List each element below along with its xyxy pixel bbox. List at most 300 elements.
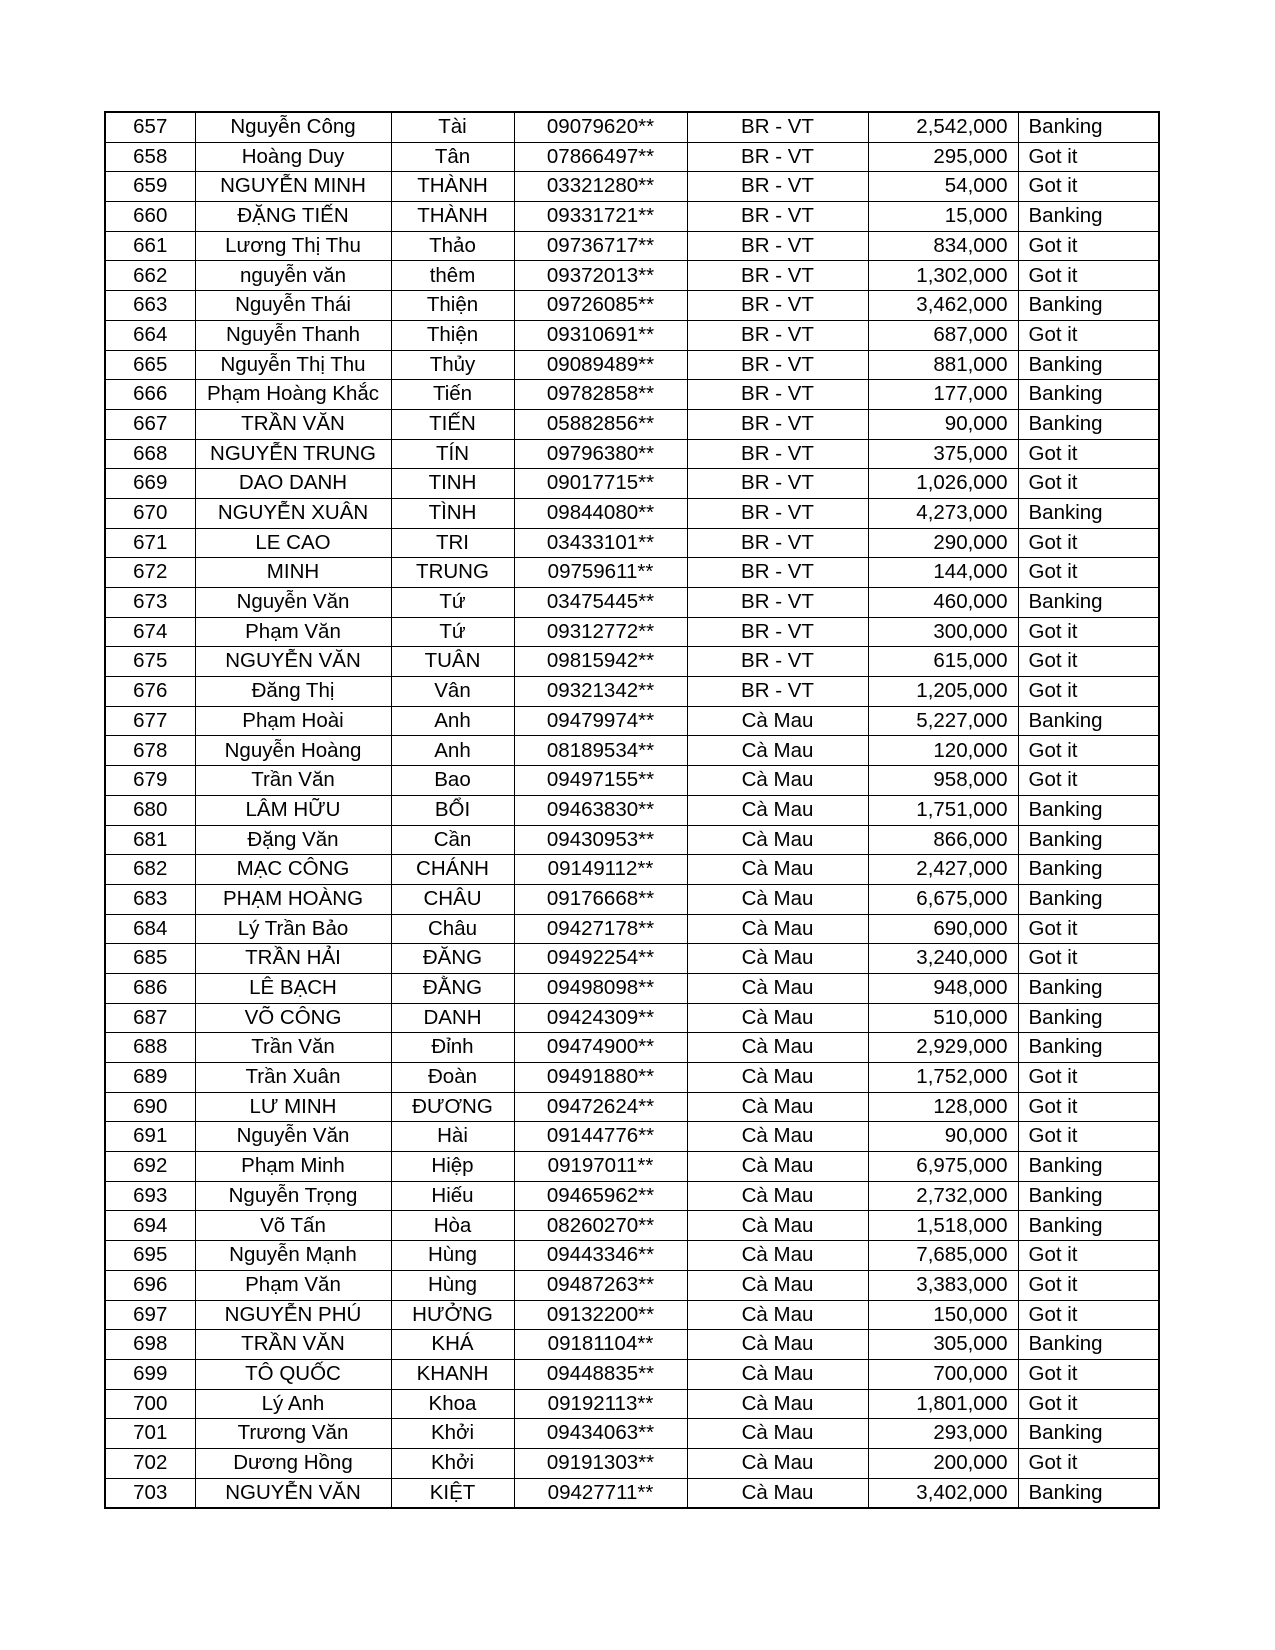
phone-cell: 08189534**	[514, 736, 687, 766]
last-name-cell: Trần Xuân	[195, 1063, 391, 1093]
province-cell: Cà Mau	[687, 1330, 868, 1360]
phone-cell: 09331721**	[514, 202, 687, 232]
row-number: 679	[105, 766, 195, 796]
first-name-cell: Thiện	[391, 320, 514, 350]
table-row	[105, 1389, 1159, 1419]
first-name-cell: TRUNG	[391, 558, 514, 588]
phone-cell: 09321342**	[514, 677, 687, 707]
amount-cell: 2,732,000	[868, 1181, 1018, 1211]
row-number: 701	[105, 1419, 195, 1449]
first-name-cell: Vân	[391, 677, 514, 707]
table-row	[105, 588, 1159, 618]
province-cell: Cà Mau	[687, 855, 868, 885]
phone-cell: 07866497**	[514, 142, 687, 172]
province-cell: Cà Mau	[687, 944, 868, 974]
method-cell: Got it	[1018, 142, 1159, 172]
method-cell: Got it	[1018, 677, 1159, 707]
method-cell: Got it	[1018, 1241, 1159, 1271]
table-row	[105, 320, 1159, 350]
phone-cell: 03475445**	[514, 588, 687, 618]
phone-cell: 09310691**	[514, 320, 687, 350]
phone-cell: 03433101**	[514, 528, 687, 558]
first-name-cell: BỔI	[391, 795, 514, 825]
row-number: 689	[105, 1063, 195, 1093]
table-row	[105, 1478, 1159, 1508]
first-name-cell: DANH	[391, 1003, 514, 1033]
method-cell: Banking	[1018, 1478, 1159, 1508]
amount-cell: 7,685,000	[868, 1241, 1018, 1271]
row-number: 663	[105, 291, 195, 321]
province-cell: BR - VT	[687, 558, 868, 588]
last-name-cell: Lương Thị Thu	[195, 231, 391, 261]
method-cell: Banking	[1018, 795, 1159, 825]
first-name-cell: TÌNH	[391, 498, 514, 528]
phone-cell: 09736717**	[514, 231, 687, 261]
last-name-cell: Nguyễn Văn	[195, 1122, 391, 1152]
province-cell: Cà Mau	[687, 1152, 868, 1182]
amount-cell: 3,383,000	[868, 1270, 1018, 1300]
first-name-cell: Thảo	[391, 231, 514, 261]
phone-cell: 09192113**	[514, 1389, 687, 1419]
first-name-cell: ĐẰNG	[391, 973, 514, 1003]
phone-cell: 09487263**	[514, 1270, 687, 1300]
amount-cell: 1,026,000	[868, 469, 1018, 499]
phone-cell: 09427178**	[514, 914, 687, 944]
last-name-cell: Nguyễn Mạnh	[195, 1241, 391, 1271]
first-name-cell: Khoa	[391, 1389, 514, 1419]
last-name-cell: PHẠM HOÀNG	[195, 884, 391, 914]
phone-cell: 09498098**	[514, 973, 687, 1003]
amount-cell: 305,000	[868, 1330, 1018, 1360]
table-row	[105, 1270, 1159, 1300]
last-name-cell: Nguyễn Hoàng	[195, 736, 391, 766]
amount-cell: 3,240,000	[868, 944, 1018, 974]
row-number: 693	[105, 1181, 195, 1211]
first-name-cell: Hòa	[391, 1211, 514, 1241]
phone-cell: 09472624**	[514, 1092, 687, 1122]
province-cell: BR - VT	[687, 261, 868, 291]
table-row	[105, 1181, 1159, 1211]
amount-cell: 290,000	[868, 528, 1018, 558]
province-cell: Cà Mau	[687, 884, 868, 914]
row-number: 678	[105, 736, 195, 766]
last-name-cell: Dương Hồng	[195, 1448, 391, 1478]
first-name-cell: HƯỞNG	[391, 1300, 514, 1330]
amount-cell: 128,000	[868, 1092, 1018, 1122]
method-cell: Got it	[1018, 1063, 1159, 1093]
table-row	[105, 498, 1159, 528]
amount-cell: 4,273,000	[868, 498, 1018, 528]
method-cell: Banking	[1018, 291, 1159, 321]
amount-cell: 5,227,000	[868, 706, 1018, 736]
first-name-cell: Đỉnh	[391, 1033, 514, 1063]
method-cell: Banking	[1018, 498, 1159, 528]
table-row	[105, 1359, 1159, 1389]
province-cell: BR - VT	[687, 498, 868, 528]
last-name-cell: MINH	[195, 558, 391, 588]
first-name-cell: Khởi	[391, 1419, 514, 1449]
method-cell: Got it	[1018, 528, 1159, 558]
phone-cell: 09176668**	[514, 884, 687, 914]
method-cell: Banking	[1018, 588, 1159, 618]
method-cell: Banking	[1018, 1152, 1159, 1182]
phone-cell: 09726085**	[514, 291, 687, 321]
last-name-cell: TRẦN VĂN	[195, 1330, 391, 1360]
amount-cell: 1,302,000	[868, 261, 1018, 291]
row-number: 671	[105, 528, 195, 558]
phone-cell: 09491880**	[514, 1063, 687, 1093]
table-row	[105, 172, 1159, 202]
phone-cell: 09463830**	[514, 795, 687, 825]
province-cell: BR - VT	[687, 528, 868, 558]
province-cell: Cà Mau	[687, 1300, 868, 1330]
province-cell: BR - VT	[687, 588, 868, 618]
amount-cell: 6,975,000	[868, 1152, 1018, 1182]
table-row	[105, 944, 1159, 974]
table-row	[105, 112, 1159, 142]
province-cell: BR - VT	[687, 142, 868, 172]
method-cell: Banking	[1018, 350, 1159, 380]
row-number: 692	[105, 1152, 195, 1182]
last-name-cell: Nguyễn Văn	[195, 588, 391, 618]
method-cell: Banking	[1018, 706, 1159, 736]
province-cell: BR - VT	[687, 231, 868, 261]
last-name-cell: ĐẶNG TIẾN	[195, 202, 391, 232]
last-name-cell: Nguyễn Công	[195, 112, 391, 142]
first-name-cell: Anh	[391, 706, 514, 736]
last-name-cell: Trần Văn	[195, 1033, 391, 1063]
method-cell: Banking	[1018, 380, 1159, 410]
first-name-cell: Cần	[391, 825, 514, 855]
province-cell: Cà Mau	[687, 1359, 868, 1389]
province-cell: Cà Mau	[687, 1241, 868, 1271]
phone-cell: 09427711**	[514, 1478, 687, 1508]
method-cell: Got it	[1018, 766, 1159, 796]
row-number: 691	[105, 1122, 195, 1152]
last-name-cell: nguyễn văn	[195, 261, 391, 291]
table-row	[105, 884, 1159, 914]
table-row	[105, 231, 1159, 261]
province-cell: Cà Mau	[687, 1211, 868, 1241]
province-cell: Cà Mau	[687, 1419, 868, 1449]
method-cell: Got it	[1018, 1092, 1159, 1122]
first-name-cell: Thủy	[391, 350, 514, 380]
row-number: 703	[105, 1478, 195, 1508]
amount-cell: 300,000	[868, 617, 1018, 647]
table-row	[105, 617, 1159, 647]
method-cell: Got it	[1018, 558, 1159, 588]
table-body	[105, 112, 1159, 1508]
row-number: 658	[105, 142, 195, 172]
table-row	[105, 142, 1159, 172]
amount-cell: 3,462,000	[868, 291, 1018, 321]
table-row	[105, 291, 1159, 321]
first-name-cell: Hiếu	[391, 1181, 514, 1211]
table-row	[105, 706, 1159, 736]
last-name-cell: Trương Văn	[195, 1419, 391, 1449]
first-name-cell: Tiến	[391, 380, 514, 410]
amount-cell: 615,000	[868, 647, 1018, 677]
last-name-cell: Phạm Văn	[195, 1270, 391, 1300]
phone-cell: 09181104**	[514, 1330, 687, 1360]
last-name-cell: TÔ QUỐC	[195, 1359, 391, 1389]
table-row	[105, 1003, 1159, 1033]
row-number: 670	[105, 498, 195, 528]
province-cell: BR - VT	[687, 291, 868, 321]
row-number: 669	[105, 469, 195, 499]
row-number: 683	[105, 884, 195, 914]
last-name-cell: Nguyễn Thái	[195, 291, 391, 321]
row-number: 687	[105, 1003, 195, 1033]
province-cell: Cà Mau	[687, 1063, 868, 1093]
first-name-cell: Tài	[391, 112, 514, 142]
last-name-cell: LE CAO	[195, 528, 391, 558]
first-name-cell: Đoàn	[391, 1063, 514, 1093]
last-name-cell: Trần Văn	[195, 766, 391, 796]
row-number: 674	[105, 617, 195, 647]
province-cell: Cà Mau	[687, 1122, 868, 1152]
amount-cell: 958,000	[868, 766, 1018, 796]
row-number: 680	[105, 795, 195, 825]
method-cell: Got it	[1018, 1122, 1159, 1152]
first-name-cell: Hiệp	[391, 1152, 514, 1182]
amount-cell: 90,000	[868, 409, 1018, 439]
first-name-cell: TUÂN	[391, 647, 514, 677]
first-name-cell: Anh	[391, 736, 514, 766]
first-name-cell: KIỆT	[391, 1478, 514, 1508]
amount-cell: 375,000	[868, 439, 1018, 469]
row-number: 677	[105, 706, 195, 736]
province-cell: BR - VT	[687, 202, 868, 232]
table-row	[105, 1448, 1159, 1478]
row-number: 698	[105, 1330, 195, 1360]
row-number: 667	[105, 409, 195, 439]
row-number: 696	[105, 1270, 195, 1300]
province-cell: Cà Mau	[687, 973, 868, 1003]
first-name-cell: Hùng	[391, 1241, 514, 1271]
row-number: 682	[105, 855, 195, 885]
last-name-cell: Lý Anh	[195, 1389, 391, 1419]
method-cell: Got it	[1018, 617, 1159, 647]
amount-cell: 881,000	[868, 350, 1018, 380]
phone-cell: 09448835**	[514, 1359, 687, 1389]
province-cell: BR - VT	[687, 320, 868, 350]
amount-cell: 460,000	[868, 588, 1018, 618]
method-cell: Got it	[1018, 914, 1159, 944]
phone-cell: 09796380**	[514, 439, 687, 469]
method-cell: Banking	[1018, 1330, 1159, 1360]
phone-cell: 09430953**	[514, 825, 687, 855]
province-cell: Cà Mau	[687, 1181, 868, 1211]
method-cell: Got it	[1018, 647, 1159, 677]
amount-cell: 1,751,000	[868, 795, 1018, 825]
last-name-cell: Phạm Văn	[195, 617, 391, 647]
first-name-cell: Khởi	[391, 1448, 514, 1478]
amount-cell: 293,000	[868, 1419, 1018, 1449]
phone-cell: 09149112**	[514, 855, 687, 885]
last-name-cell: NGUYỄN VĂN	[195, 1478, 391, 1508]
phone-cell: 09424309**	[514, 1003, 687, 1033]
row-number: 675	[105, 647, 195, 677]
phone-cell: 09434063**	[514, 1419, 687, 1449]
method-cell: Banking	[1018, 855, 1159, 885]
phone-cell: 09479974**	[514, 706, 687, 736]
method-cell: Got it	[1018, 944, 1159, 974]
province-cell: Cà Mau	[687, 1003, 868, 1033]
phone-cell: 09474900**	[514, 1033, 687, 1063]
table-row	[105, 409, 1159, 439]
amount-cell: 150,000	[868, 1300, 1018, 1330]
phone-cell: 09079620**	[514, 112, 687, 142]
row-number: 694	[105, 1211, 195, 1241]
amount-cell: 15,000	[868, 202, 1018, 232]
row-number: 672	[105, 558, 195, 588]
row-number: 699	[105, 1359, 195, 1389]
first-name-cell: CHÁNH	[391, 855, 514, 885]
row-number: 697	[105, 1300, 195, 1330]
method-cell: Got it	[1018, 1270, 1159, 1300]
table-row	[105, 439, 1159, 469]
method-cell: Banking	[1018, 1419, 1159, 1449]
amount-cell: 948,000	[868, 973, 1018, 1003]
last-name-cell: TRẦN HẢI	[195, 944, 391, 974]
province-cell: Cà Mau	[687, 766, 868, 796]
last-name-cell: LÂM HỮU	[195, 795, 391, 825]
amount-cell: 1,801,000	[868, 1389, 1018, 1419]
province-cell: Cà Mau	[687, 825, 868, 855]
amount-cell: 200,000	[868, 1448, 1018, 1478]
first-name-cell: Tứ	[391, 588, 514, 618]
province-cell: Cà Mau	[687, 1448, 868, 1478]
phone-cell: 03321280**	[514, 172, 687, 202]
first-name-cell: KHANH	[391, 1359, 514, 1389]
row-number: 664	[105, 320, 195, 350]
table-row	[105, 469, 1159, 499]
last-name-cell: NGUYỄN PHÚ	[195, 1300, 391, 1330]
first-name-cell: Bao	[391, 766, 514, 796]
row-number: 666	[105, 380, 195, 410]
phone-cell: 09497155**	[514, 766, 687, 796]
phone-cell: 09844080**	[514, 498, 687, 528]
method-cell: Got it	[1018, 231, 1159, 261]
phone-cell: 09372013**	[514, 261, 687, 291]
first-name-cell: TINH	[391, 469, 514, 499]
province-cell: Cà Mau	[687, 1270, 868, 1300]
table-row	[105, 1241, 1159, 1271]
method-cell: Banking	[1018, 825, 1159, 855]
phone-cell: 09815942**	[514, 647, 687, 677]
last-name-cell: Đặng Văn	[195, 825, 391, 855]
first-name-cell: KHÁ	[391, 1330, 514, 1360]
method-cell: Banking	[1018, 409, 1159, 439]
method-cell: Got it	[1018, 261, 1159, 291]
amount-cell: 3,402,000	[868, 1478, 1018, 1508]
phone-cell: 09132200**	[514, 1300, 687, 1330]
table-row	[105, 1122, 1159, 1152]
table-row	[105, 1330, 1159, 1360]
first-name-cell: THÀNH	[391, 202, 514, 232]
table-row	[105, 1419, 1159, 1449]
last-name-cell: MẠC CÔNG	[195, 855, 391, 885]
table-row	[105, 855, 1159, 885]
province-cell: Cà Mau	[687, 736, 868, 766]
amount-cell: 177,000	[868, 380, 1018, 410]
winners-table	[104, 111, 1160, 1509]
phone-cell: 09782858**	[514, 380, 687, 410]
row-number: 673	[105, 588, 195, 618]
method-cell: Banking	[1018, 1181, 1159, 1211]
method-cell: Banking	[1018, 1003, 1159, 1033]
last-name-cell: Hoàng Duy	[195, 142, 391, 172]
row-number: 668	[105, 439, 195, 469]
table-row	[105, 795, 1159, 825]
province-cell: Cà Mau	[687, 1092, 868, 1122]
first-name-cell: Tứ	[391, 617, 514, 647]
province-cell: BR - VT	[687, 112, 868, 142]
last-name-cell: Võ Tấn	[195, 1211, 391, 1241]
phone-cell: 09492254**	[514, 944, 687, 974]
last-name-cell: NGUYỄN MINH	[195, 172, 391, 202]
method-cell: Banking	[1018, 1211, 1159, 1241]
first-name-cell: ĐƯƠNG	[391, 1092, 514, 1122]
table-row	[105, 202, 1159, 232]
first-name-cell: Hùng	[391, 1270, 514, 1300]
table-row	[105, 914, 1159, 944]
last-name-cell: LÊ BẠCH	[195, 973, 391, 1003]
method-cell: Got it	[1018, 1300, 1159, 1330]
table-row	[105, 1211, 1159, 1241]
phone-cell: 09759611**	[514, 558, 687, 588]
phone-cell: 09089489**	[514, 350, 687, 380]
phone-cell: 05882856**	[514, 409, 687, 439]
phone-cell: 09465962**	[514, 1181, 687, 1211]
province-cell: BR - VT	[687, 617, 868, 647]
row-number: 665	[105, 350, 195, 380]
first-name-cell: TIẾN	[391, 409, 514, 439]
amount-cell: 6,675,000	[868, 884, 1018, 914]
last-name-cell: Nguyễn Thị Thu	[195, 350, 391, 380]
row-number: 684	[105, 914, 195, 944]
table-row	[105, 736, 1159, 766]
amount-cell: 2,929,000	[868, 1033, 1018, 1063]
first-name-cell: thêm	[391, 261, 514, 291]
row-number: 676	[105, 677, 195, 707]
amount-cell: 295,000	[868, 142, 1018, 172]
first-name-cell: CHÂU	[391, 884, 514, 914]
table-row	[105, 766, 1159, 796]
last-name-cell: NGUYỄN TRUNG	[195, 439, 391, 469]
phone-cell: 09312772**	[514, 617, 687, 647]
table-row	[105, 1033, 1159, 1063]
province-cell: BR - VT	[687, 172, 868, 202]
table-row	[105, 1152, 1159, 1182]
province-cell: BR - VT	[687, 439, 868, 469]
method-cell: Got it	[1018, 1448, 1159, 1478]
province-cell: Cà Mau	[687, 1033, 868, 1063]
last-name-cell: Lý Trần Bảo	[195, 914, 391, 944]
first-name-cell: Châu	[391, 914, 514, 944]
last-name-cell: LƯ MINH	[195, 1092, 391, 1122]
last-name-cell: VÕ CÔNG	[195, 1003, 391, 1033]
method-cell: Got it	[1018, 736, 1159, 766]
row-number: 681	[105, 825, 195, 855]
method-cell: Banking	[1018, 884, 1159, 914]
method-cell: Got it	[1018, 172, 1159, 202]
last-name-cell: TRẦN VĂN	[195, 409, 391, 439]
row-number: 657	[105, 112, 195, 142]
first-name-cell: THÀNH	[391, 172, 514, 202]
phone-cell: 09144776**	[514, 1122, 687, 1152]
